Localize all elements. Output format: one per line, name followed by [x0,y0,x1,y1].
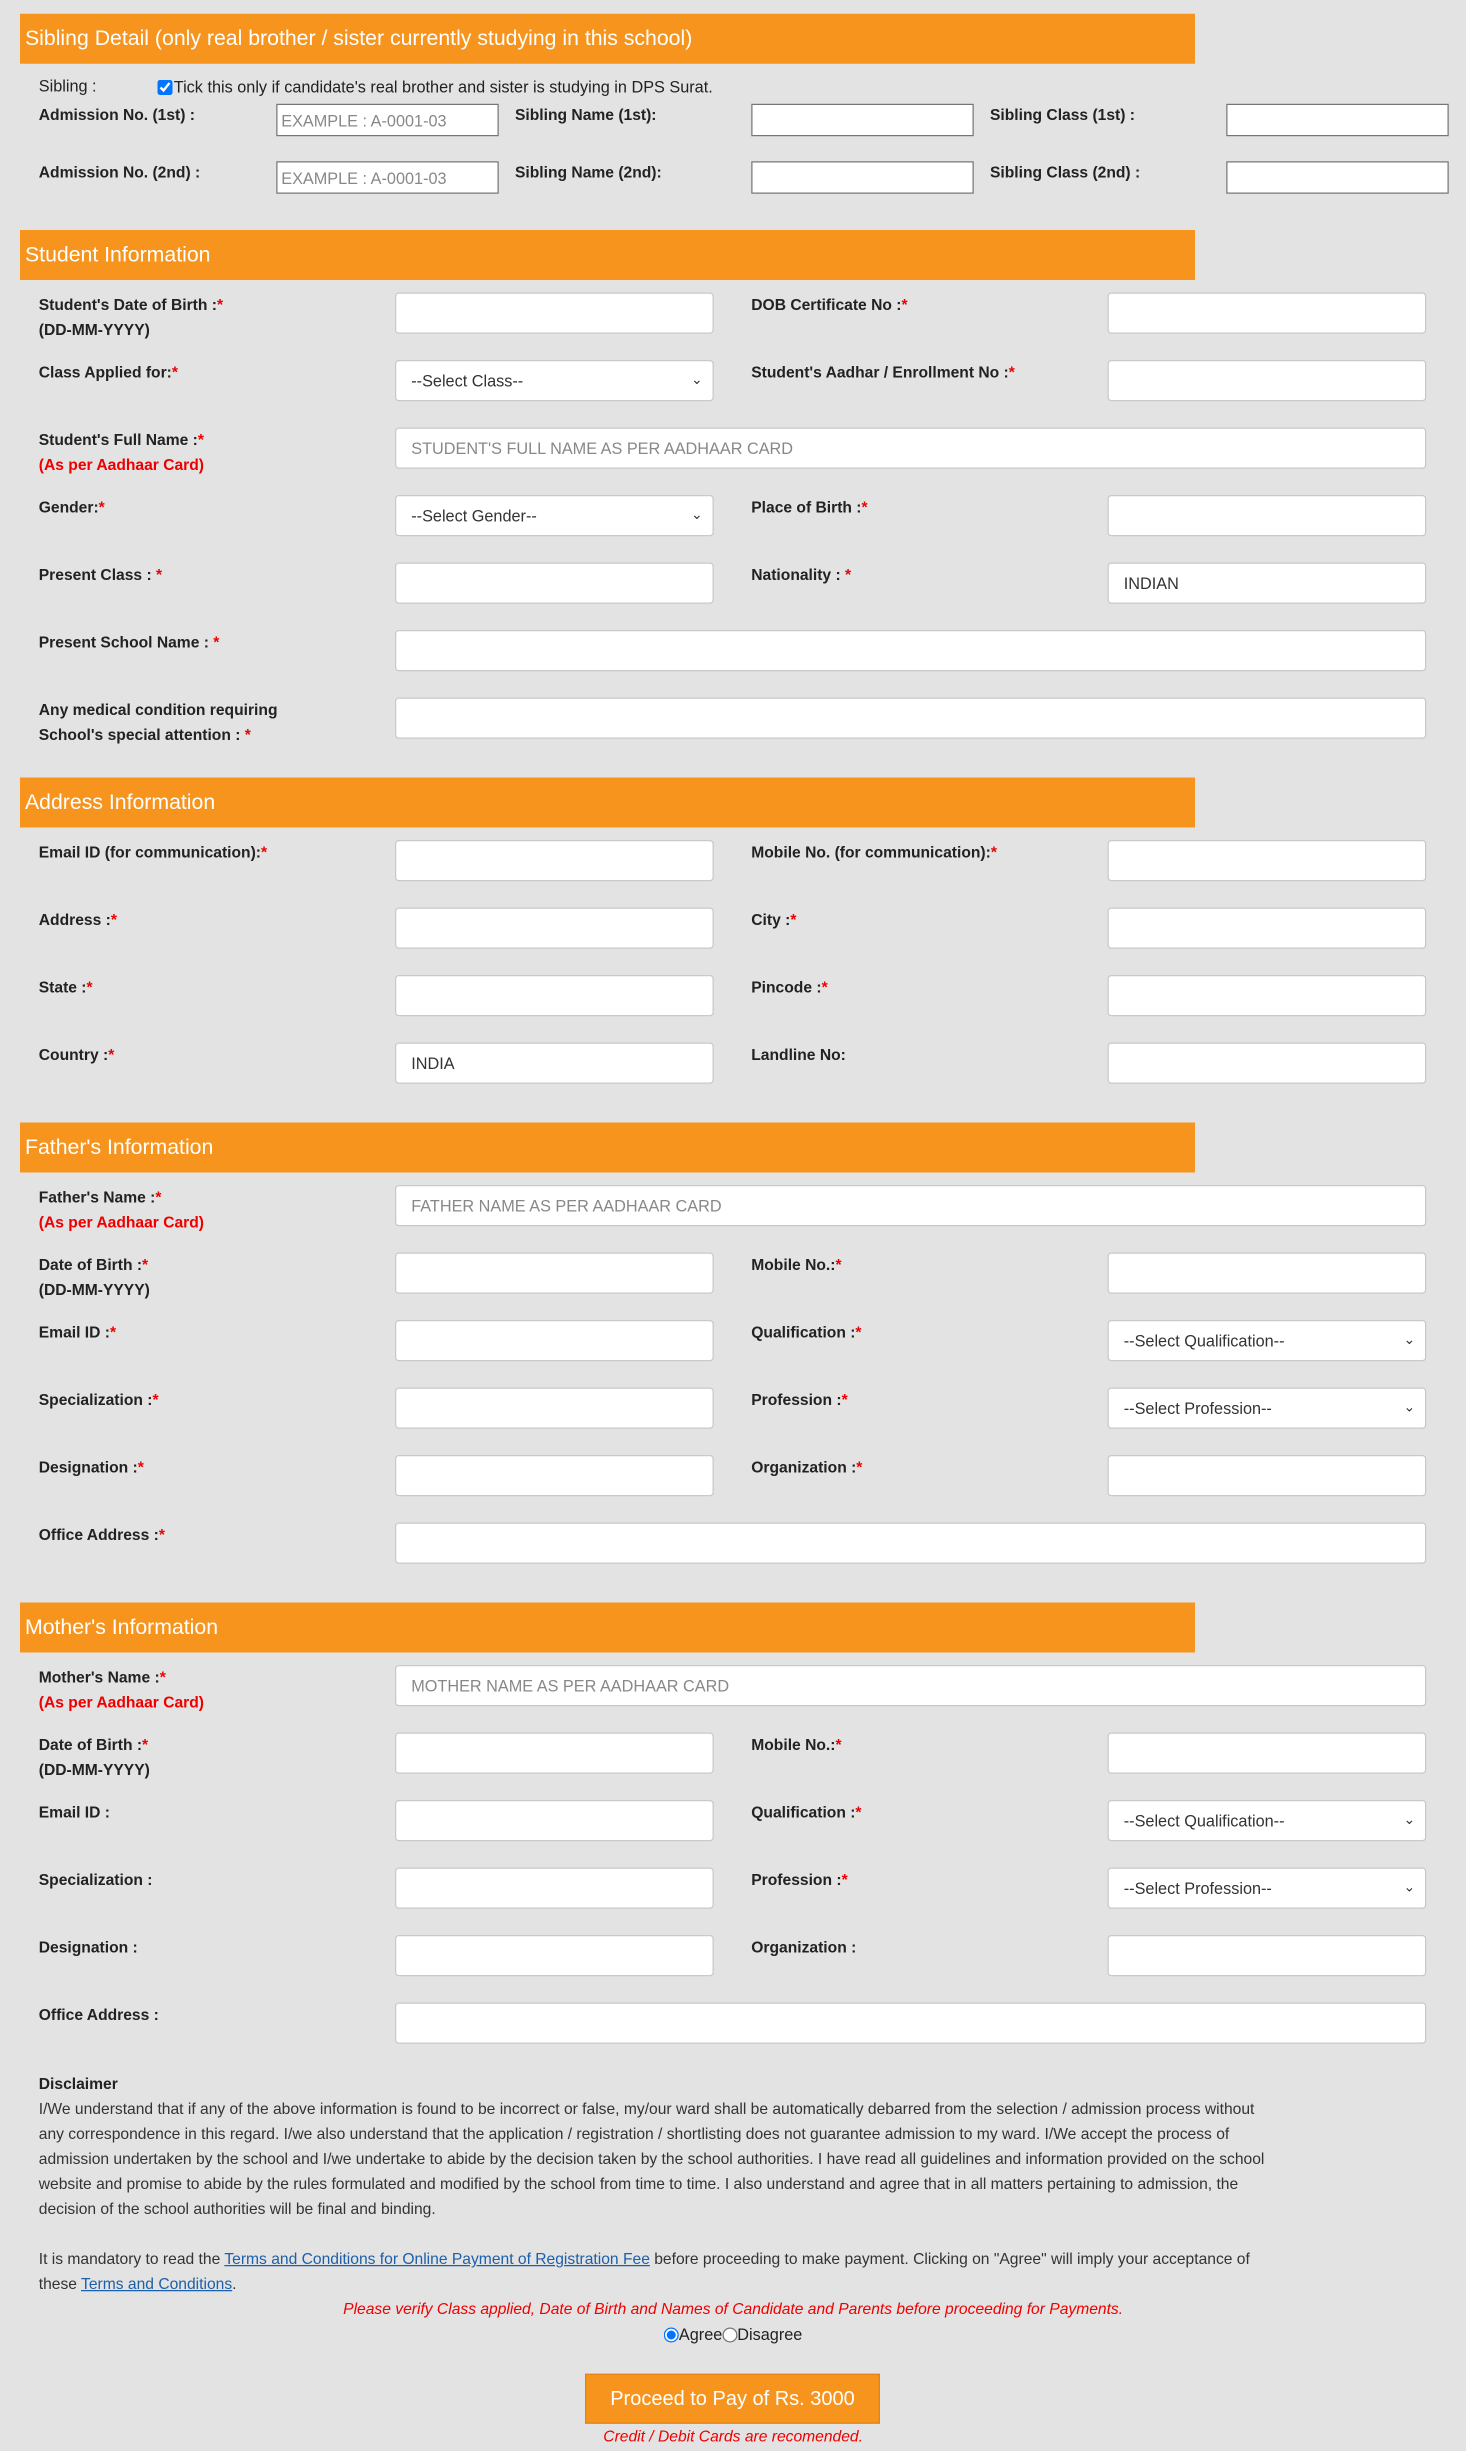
admission-no-2-input[interactable] [276,161,499,194]
agree-radio-group [0,2323,1466,2348]
mother-specialization-input[interactable] [395,1868,714,1909]
chevron-down-icon: ⌄ [690,372,703,388]
mobile-input[interactable] [1108,840,1427,881]
landline-label: Landline No: [751,1046,846,1064]
disagree-radio[interactable] [722,2328,737,2343]
father-specialization-label: Specialization :* [38,1391,159,1409]
father-designation-label: Designation :* [38,1458,144,1477]
sibling-checkbox-text: Tick this only if candidate's real brother and sister is studying in DPS Surat. [173,77,713,97]
landline-input[interactable] [1108,1043,1427,1084]
agree-radio[interactable] [664,2328,679,2343]
father-organization-label: Organization :* [751,1458,863,1477]
mother-qualification-label: Qualification :* [751,1803,862,1822]
father-mobile-input[interactable] [1108,1253,1427,1294]
father-name-label: Father's Name :* (As per Aadhaar Card) [38,1188,205,1232]
city-label: City :* [751,911,797,929]
place-of-birth-label: Place of Birth :* [751,498,868,517]
father-email-label: Email ID :* [38,1323,117,1342]
mother-name-input[interactable] [395,1665,1426,1706]
terms-payment-link[interactable]: Terms and Conditions for Online Payment of Registration Fee [224,2250,650,2268]
nationality-label: Nationality : * [751,566,852,584]
sibling-label: Sibling : [38,76,97,95]
mother-designation-input[interactable] [395,1935,714,1976]
sibling-name-1-label: Sibling Name (1st): [515,106,657,124]
father-qualification-select[interactable]: --Select Qualification-- ⌄ [1108,1320,1427,1361]
father-name-input[interactable] [395,1185,1426,1226]
father-dob-label: Date of Birth :* (DD-MM-YYYY) [38,1256,150,1299]
disclaimer-text: I/We understand that if any of the above information is found to be incorrect or false, my/our ward shall be automatically debarred from the selection / admission process without any correspondence in this regard. I/we also understand that the application / registration / shortlisting does not guarantee admission to my ward. I/We accept the process of admission undertaken by the school and I/we undertake to abide by the decision taken by the school authorities. I have read all guidelines and information provided on the school website and promise to abide by the rules formulated and modified by the school from time to time. I also understand and agree that in all matters pertaining to admission, the decision of the school authorities will be final and binding. [38,2100,1265,2218]
chevron-down-icon: ⌄ [690,507,703,523]
full-name-label: Student's Full Name :* (As per Aadhaar Card) [38,431,205,474]
mother-profession-label: Profession :* [751,1871,848,1889]
student-dob-input[interactable] [395,293,714,334]
mother-dob-label: Date of Birth :* (DD-MM-YYYY) [38,1736,150,1779]
mother-section-header: Mother's Information [20,1603,1195,1653]
medical-condition-label: Any medical condition requiring School's special attention : * [38,701,278,744]
address-section-header: Address Information [20,778,1195,828]
father-section-header: Father's Information [20,1123,1195,1173]
sibling-class-2-input[interactable] [1226,161,1449,194]
gender-select[interactable]: --Select Gender-- ⌄ [395,495,714,536]
father-office-address-input[interactable] [395,1523,1426,1564]
city-input[interactable] [1108,908,1427,949]
state-label: State :* [38,978,93,997]
disagree-label: Disagree [737,2325,803,2344]
sibling-class-1-label: Sibling Class (1st) : [990,106,1135,124]
present-school-label: Present School Name : * [38,633,220,652]
admission-no-2-label: Admission No. (2nd) : [38,163,201,182]
admission-no-1-label: Admission No. (1st) : [38,106,196,124]
sibling-section-header: Sibling Detail (only real brother / sister currently studying in this school) [20,14,1195,64]
terms-text: It is mandatory to read the Terms and Conditions for Online Payment of Registration Fee before proceeding to make payment. Clicking on "Agree" will imply your acceptance of these Terms and Conditions. [38,2250,1250,2293]
sibling-class-2-label: Sibling Class (2nd) : [990,163,1141,182]
disclaimer-heading: Disclaimer [38,2075,118,2093]
pincode-label: Pincode :* [751,978,828,997]
mother-organization-input[interactable] [1108,1935,1427,1976]
mother-profession-select[interactable]: --Select Profession-- ⌄ [1108,1868,1427,1909]
mother-office-address-label: Office Address : [38,2006,159,2024]
address-label: Address :* [38,911,117,929]
sibling-name-2-label: Sibling Name (2nd): [515,163,662,182]
mother-email-label: Email ID : [38,1803,110,1822]
mother-mobile-input[interactable] [1108,1733,1427,1774]
sibling-name-1-input[interactable] [751,104,974,137]
chevron-down-icon: ⌄ [1403,1332,1415,1348]
student-dob-label: Student's Date of Birth :* (DD-MM-YYYY) [38,296,224,339]
email-input[interactable] [395,840,714,881]
sibling-class-1-input[interactable] [1226,104,1449,137]
chevron-down-icon: ⌄ [1403,1812,1415,1828]
father-email-input[interactable] [395,1320,714,1361]
aadhar-input[interactable] [1108,360,1427,401]
mother-mobile-label: Mobile No.:* [751,1736,842,1754]
father-organization-input[interactable] [1108,1455,1427,1496]
dob-certificate-input[interactable] [1108,293,1427,334]
verify-note: Please verify Class applied, Date of Birth and Names of Candidate and Parents before proceeding for Payments. [343,2300,1124,2318]
student-section-header: Student Information [20,230,1195,280]
sibling-checkbox[interactable] [158,80,173,95]
state-input[interactable] [395,975,714,1016]
admission-no-1-input[interactable] [276,104,499,137]
mother-designation-label: Designation : [38,1938,138,1957]
mother-name-label: Mother's Name :* (As per Aadhaar Card) [38,1668,205,1712]
mother-office-address-input[interactable] [395,2003,1426,2044]
father-dob-input[interactable] [395,1253,714,1294]
mother-dob-input[interactable] [395,1733,714,1774]
pincode-input[interactable] [1108,975,1427,1016]
full-name-input[interactable] [395,428,1426,469]
father-profession-select[interactable]: --Select Profession-- ⌄ [1108,1388,1427,1429]
dob-certificate-label: DOB Certificate No :* [751,296,908,314]
country-input[interactable] [395,1043,714,1084]
chevron-down-icon: ⌄ [1403,1400,1415,1415]
mother-qualification-select[interactable]: --Select Qualification-- ⌄ [1108,1800,1427,1841]
present-school-input[interactable] [395,630,1426,671]
agree-label: Agree [678,2325,723,2344]
proceed-to-pay-button[interactable]: Proceed to Pay of Rs. 3000 [585,2374,880,2424]
terms-conditions-link[interactable]: Terms and Conditions [81,2275,233,2293]
father-designation-input[interactable] [395,1455,714,1496]
sibling-name-2-input[interactable] [751,161,974,194]
class-applied-select[interactable]: --Select Class-- ⌄ [395,360,714,401]
nationality-input[interactable] [1108,563,1427,604]
email-label: Email ID (for communication):* [38,843,268,862]
country-label: Country :* [38,1046,115,1064]
father-office-address-label: Office Address :* [38,1526,165,1544]
place-of-birth-input[interactable] [1108,495,1427,536]
father-profession-label: Profession :* [751,1391,848,1409]
gender-label: Gender:* [38,498,105,517]
present-class-label: Present Class : * [38,566,163,584]
father-mobile-label: Mobile No.:* [751,1256,842,1274]
father-specialization-input[interactable] [395,1388,714,1429]
mother-specialization-label: Specialization : [38,1871,153,1889]
card-note: Credit / Debit Cards are recomended. [603,2427,863,2445]
chevron-down-icon: ⌄ [1403,1880,1415,1895]
medical-condition-input[interactable] [395,698,1426,739]
father-qualification-label: Qualification :* [751,1323,862,1342]
aadhar-label: Student's Aadhar / Enrollment No :* [751,363,1015,382]
mother-organization-label: Organization : [751,1938,857,1957]
class-applied-label: Class Applied for:* [38,363,178,382]
address-input[interactable] [395,908,714,949]
mother-email-input[interactable] [395,1800,714,1841]
present-class-input[interactable] [395,563,714,604]
mobile-label: Mobile No. (for communication):* [751,843,997,862]
